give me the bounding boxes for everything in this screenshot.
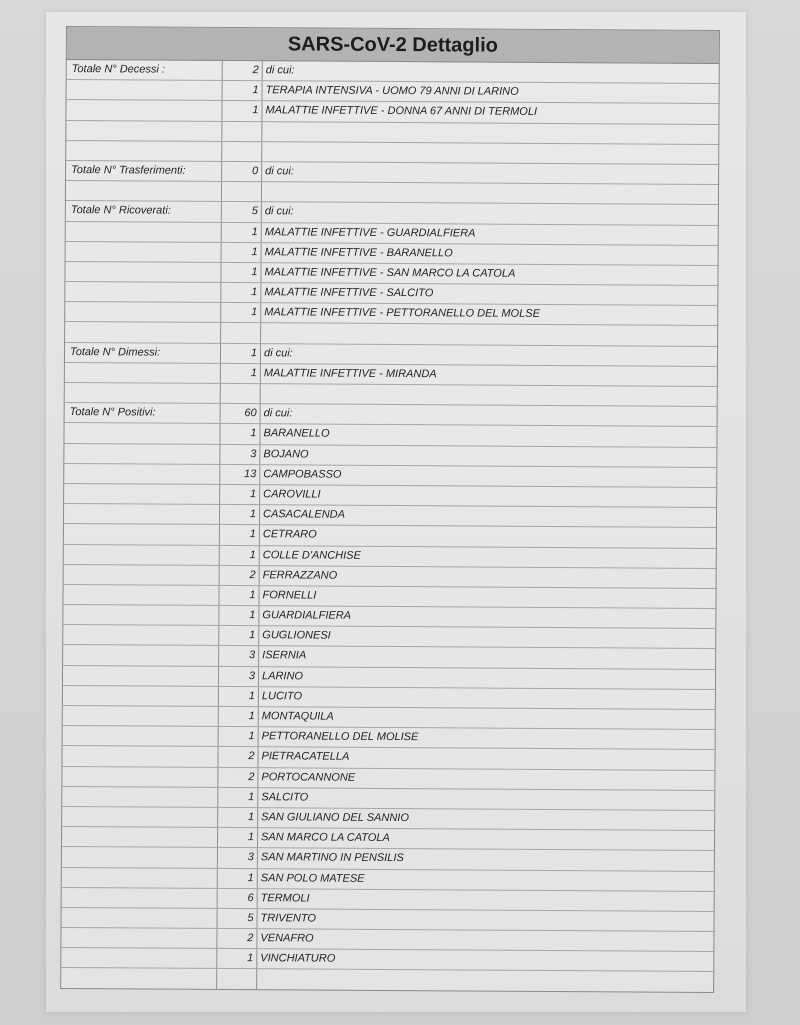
row-label (62, 787, 218, 807)
row-label (64, 484, 220, 504)
row-detail: BOJANO (263, 447, 309, 461)
row-detail: PORTOCANNONE (261, 770, 356, 784)
row-detail: LARINO (261, 669, 304, 683)
row-count: 1 (221, 303, 261, 322)
row-detail: GUGLIONESI (262, 629, 331, 642)
row-label (63, 605, 219, 625)
row-count (221, 384, 261, 403)
row-label: Totale N° Trasferimenti: (66, 161, 222, 181)
row-count: 3 (218, 848, 258, 867)
row-detail (257, 970, 713, 992)
row-detail: LUCITO (261, 690, 303, 703)
row-count (221, 323, 261, 342)
row-label (63, 726, 219, 746)
table-body (61, 60, 719, 992)
row-detail: PETTORANELLO DEL MOLISE (261, 730, 419, 744)
row-label (64, 544, 220, 564)
row-detail: di cui: (263, 407, 293, 420)
row-detail: TRIVENTO (260, 912, 317, 925)
row-detail: BARANELLO (263, 427, 330, 440)
row-detail: MALATTIE INFETTIVE - BARANELLO (264, 245, 453, 260)
row-detail: ISERNIA (262, 649, 307, 662)
row-count: 5 (217, 909, 257, 928)
row-detail: di cui: (265, 64, 295, 77)
row-detail: CASACALENDA (262, 508, 345, 521)
row-label (64, 565, 220, 585)
row-label (64, 444, 220, 464)
row-detail: MONTAQUILA (261, 710, 334, 723)
row-count: 1 (220, 545, 260, 564)
row-detail: SAN MARCO LA CATOLA (261, 831, 390, 845)
row-count: 2 (223, 61, 263, 80)
row-count (222, 182, 262, 201)
table-row (61, 968, 713, 991)
row-detail: MALATTIE INFETTIVE - PETTORANELLO DEL MOLSE (264, 306, 540, 321)
row-label (61, 968, 217, 988)
row-detail (261, 324, 717, 346)
row-detail: MALATTIE INFETTIVE - SAN MARCO LA CATOLA (264, 266, 516, 280)
row-detail: MALATTIE INFETTIVE - SALCITO (264, 286, 434, 300)
row-count: 3 (219, 667, 259, 686)
row-count: 0 (222, 162, 262, 181)
row-count: 1 (219, 687, 259, 706)
row-detail (262, 142, 718, 164)
row-label: Totale N° Positivi: (65, 403, 221, 423)
row-detail: FERRAZZANO (262, 568, 338, 582)
row-count: 1 (223, 81, 263, 100)
row-count: 1 (220, 525, 260, 544)
row-detail: TERMOLI (260, 891, 310, 905)
row-label (61, 948, 217, 968)
row-count: 3 (220, 445, 260, 464)
row-detail: CETRARO (262, 528, 317, 541)
row-count: 3 (219, 646, 259, 665)
row-count: 1 (221, 344, 261, 363)
row-count: 5 (222, 202, 262, 221)
row-detail: MALATTIE INFETTIVE - GUARDIALFIERA (264, 225, 476, 240)
row-label (61, 928, 217, 948)
row-label (65, 282, 221, 302)
row-detail: VENAFRO (260, 932, 314, 945)
row-detail: SAN GIULIANO DEL SANNIO (261, 811, 409, 825)
row-count: 1 (218, 788, 258, 807)
row-count: 1 (219, 707, 259, 726)
row-label (66, 222, 222, 242)
row-count (217, 969, 257, 988)
row-label (66, 242, 222, 262)
row-count: 1 (220, 424, 260, 443)
row-count: 2 (218, 747, 258, 766)
row-detail: di cui: (263, 346, 293, 360)
row-label (63, 706, 219, 726)
row-count: 1 (217, 949, 257, 968)
row-label: Totale N° Ricoverati: (66, 201, 222, 221)
row-detail: FORNELLI (262, 589, 317, 602)
row-count: 60 (221, 404, 261, 423)
row-label (66, 141, 222, 161)
row-detail: di cui: (265, 165, 294, 178)
row-detail: COLLE D'ANCHISE (262, 548, 361, 562)
row-count: 1 (218, 808, 258, 827)
row-label (62, 847, 218, 867)
row-count: 1 (220, 485, 260, 504)
row-detail: di cui: (264, 205, 294, 218)
row-detail: TERAPIA INTENSIVA - UOMO 79 ANNI DI LARINO (265, 84, 519, 98)
row-count: 1 (219, 586, 259, 605)
row-label: Totale N° Decessi : (67, 60, 223, 80)
row-label (61, 908, 217, 928)
row-label (66, 121, 222, 141)
row-count: 2 (217, 929, 257, 948)
row-label (62, 888, 218, 908)
row-count: 13 (220, 465, 260, 484)
row-detail (262, 182, 718, 204)
row-count: 6 (218, 889, 258, 908)
row-count: 2 (220, 566, 260, 585)
row-label (64, 504, 220, 524)
row-label (66, 181, 222, 201)
row-label (63, 666, 219, 686)
row-count: 1 (222, 101, 262, 120)
row-count: 1 (218, 868, 258, 887)
row-label (62, 807, 218, 827)
row-count (222, 142, 262, 161)
row-count: 1 (219, 626, 259, 645)
row-label (62, 767, 218, 787)
row-detail: PIETRACATELLA (261, 750, 350, 764)
row-label (63, 585, 219, 605)
row-count: 1 (220, 505, 260, 524)
row-label (67, 80, 223, 100)
row-label (62, 827, 218, 847)
row-detail: SAN MARTINO IN PENSILIS (260, 851, 404, 865)
row-detail: GUARDIALFIERA (262, 609, 352, 622)
row-count: 2 (218, 768, 258, 787)
row-detail (262, 122, 718, 144)
row-detail: SALCITO (261, 790, 309, 804)
row-count: 1 (222, 222, 262, 241)
row-label (66, 100, 222, 120)
row-label (64, 464, 220, 484)
row-label (65, 302, 221, 322)
row-label (62, 867, 218, 887)
row-detail: VINCHIATURO (260, 952, 336, 965)
row-detail: SAN POLO MATESE (260, 871, 365, 885)
row-detail (261, 384, 717, 406)
row-label (64, 524, 220, 544)
report-table (60, 26, 720, 993)
row-label (65, 363, 221, 383)
row-label (63, 625, 219, 645)
row-label (62, 746, 218, 766)
row-count (222, 122, 262, 141)
row-label (63, 645, 219, 665)
row-count: 1 (219, 606, 259, 625)
row-label (65, 262, 221, 282)
row-count: 1 (218, 828, 258, 847)
row-detail: CAROVILLI (263, 488, 321, 501)
row-count: 1 (221, 263, 261, 282)
report-title: SARS-CoV-2 Dettaglio (67, 27, 719, 64)
row-label: Totale N° Dimessi: (65, 343, 221, 363)
row-count: 1 (219, 727, 259, 746)
row-detail: MALATTIE INFETTIVE - DONNA 67 ANNI DI TERMOLI (265, 104, 538, 119)
row-count: 1 (221, 283, 261, 302)
row-label (64, 423, 220, 443)
row-label (65, 383, 221, 403)
row-label (65, 322, 221, 342)
row-count: 1 (221, 364, 261, 383)
row-count: 1 (222, 243, 262, 262)
row-detail: CAMPOBASSO (263, 467, 342, 481)
row-label (63, 686, 219, 706)
row-detail: MALATTIE INFETTIVE - MIRANDA (263, 367, 437, 381)
